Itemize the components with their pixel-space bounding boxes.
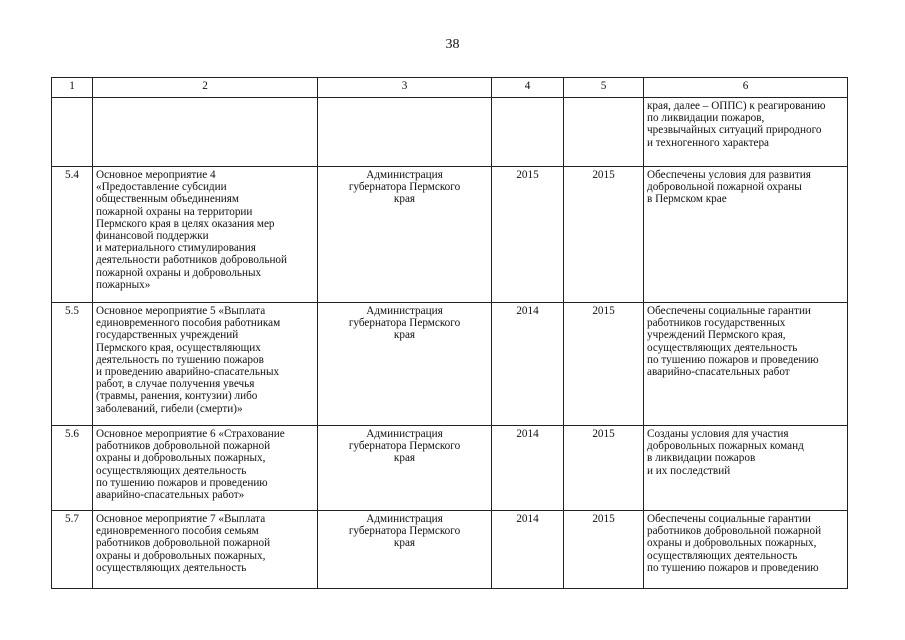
cell-start-year: 2014 — [492, 511, 564, 589]
cell-num: 5.6 — [52, 426, 93, 511]
table-row — [52, 511, 848, 589]
cell-description — [93, 98, 318, 167]
header-cell-5: 5 — [564, 78, 644, 98]
cell-description: Основное мероприятие 6 «Страхование работников добровольной пожарной охраны и добровольных пожарных, осуществляющих деятельность по тушению пожаров и проведению аварийно-спасательных работ» — [93, 426, 318, 511]
cell-num: 5.4 — [52, 167, 93, 303]
cell-num: 5.5 — [52, 303, 93, 426]
table-row — [52, 426, 848, 511]
cell-end-year: 2015 — [564, 167, 644, 303]
cell-num — [52, 98, 93, 167]
cell-executor: Администрация губернатора Пермского края — [318, 511, 492, 589]
cell-end-year — [564, 98, 644, 167]
cell-result: края, далее – ОППС) к реагированию по ликвидации пожаров, чрезвычайных ситуаций природного и техногенного характера — [644, 98, 848, 167]
table-header-row — [52, 78, 848, 98]
table-row-continuation — [52, 98, 848, 167]
cell-result: Обеспечены социальные гарантии работников государственных учреждений Пермского края, осуществляющих деятельность по тушению пожаров и проведению аварийно-спасательных работ — [644, 303, 848, 426]
page-number: 38 — [445, 37, 460, 52]
header-cell-6: 6 — [644, 78, 848, 98]
cell-end-year: 2015 — [564, 303, 644, 426]
cell-end-year: 2015 — [564, 511, 644, 589]
cell-result: Обеспечены социальные гарантии работников добровольной пожарной охраны и добровольных пожарных, осуществляющих деятельность по тушению пожаров и проведению — [644, 511, 848, 589]
cell-num: 5.7 — [52, 511, 93, 589]
cell-end-year: 2015 — [564, 426, 644, 511]
cell-executor: Администрация губернатора Пермского края — [318, 303, 492, 426]
cell-start-year: 2014 — [492, 303, 564, 426]
cell-result: Созданы условия для участия добровольных пожарных команд в ликвидации пожаров и их последствий — [644, 426, 848, 511]
cell-executor — [318, 98, 492, 167]
cell-description: Основное мероприятие 5 «Выплата единовременного пособия работникам государственных учреждений Пермского края, осуществляющих деятельность по тушению пожаров и проведению аварийно-спасательных работ, в случае получения увечья (травмы, ранения, контузии) либо заболеваний, гибели (смерти)» — [93, 303, 318, 426]
cell-start-year: 2014 — [492, 426, 564, 511]
cell-executor: Администрация губернатора Пермского края — [318, 426, 492, 511]
header-cell-3: 3 — [318, 78, 492, 98]
table-row — [52, 303, 848, 426]
table-row — [52, 167, 848, 303]
cell-executor: Администрация губернатора Пермского края — [318, 167, 492, 303]
cell-description: Основное мероприятие 7 «Выплата единовременного пособия семьям работников добровольной пожарной охраны и добровольных пожарных, осуществляющих деятельность — [93, 511, 318, 589]
cell-result: Обеспечены условия для развития добровольной пожарной охраны в Пермском крае — [644, 167, 848, 303]
measures-table — [51, 77, 848, 589]
cell-start-year: 2015 — [492, 167, 564, 303]
header-cell-2: 2 — [93, 78, 318, 98]
cell-start-year — [492, 98, 564, 167]
header-cell-4: 4 — [492, 78, 564, 98]
header-cell-1: 1 — [52, 78, 93, 98]
cell-description: Основное мероприятие 4 «Предоставление субсидии общественным объединениям пожарной охраны на территории Пермского края в целях оказания мер финансовой поддержки и материального стимулирования деятельности работников добровольной пожарной охраны и добровольных пожарных» — [93, 167, 318, 303]
